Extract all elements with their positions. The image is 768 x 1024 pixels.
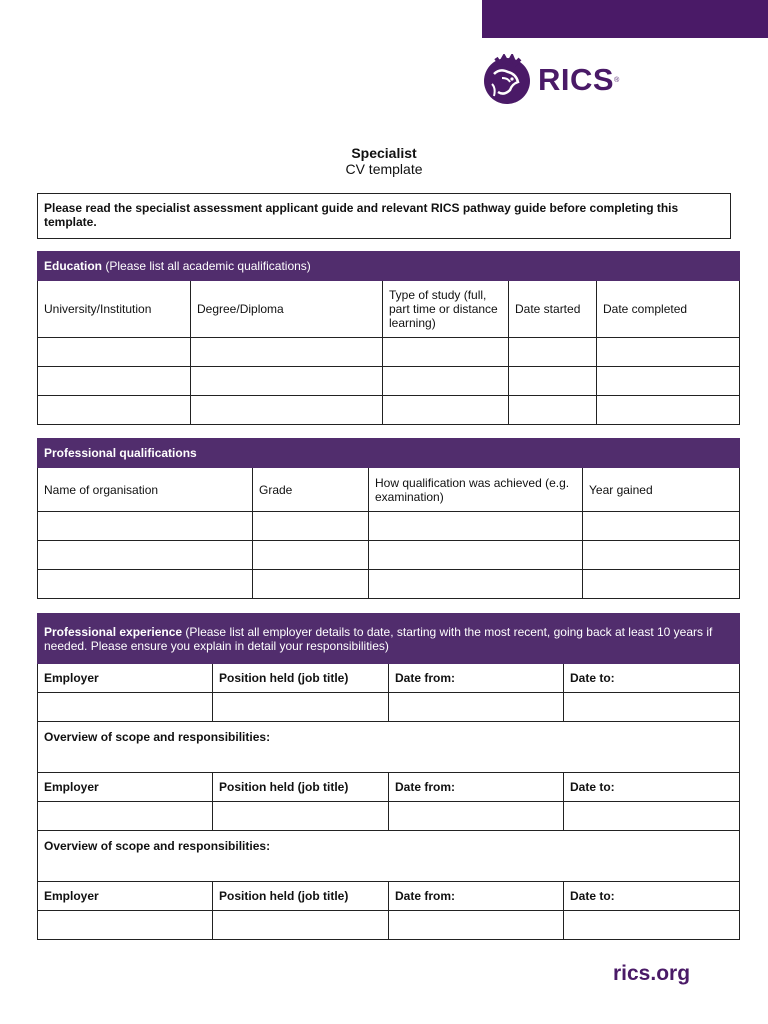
col-header: Position held (job title) [213,773,389,802]
input-cell[interactable] [38,338,191,367]
col-header: Type of study (full, part time or distance learning) [383,281,509,338]
table-row [38,367,740,396]
col-header: Date from: [389,664,564,693]
col-header: Date to: [564,664,740,693]
col-header: Position held (job title) [213,882,389,911]
input-cell[interactable] [564,911,740,940]
document-title [0,145,768,177]
input-cell[interactable] [253,541,369,570]
col-header: Employer [38,664,213,693]
lion-icon [482,54,532,106]
notice-box: Please read the specialist assessment applicant guide and relevant RICS pathway guide before completing this template. [37,193,731,239]
input-cell[interactable] [38,693,213,722]
col-header: How qualification was achieved (e.g. examination) [369,468,583,512]
professional-experience-table [37,613,740,940]
input-cell[interactable] [253,512,369,541]
input-cell[interactable] [389,802,564,831]
col-header: University/Institution [38,281,191,338]
input-cell[interactable] [383,396,509,425]
input-cell[interactable] [564,693,740,722]
table-row [38,541,740,570]
logo-text: RICS [538,62,615,97]
professional-qualifications-table [37,438,740,599]
col-header: Date to: [564,882,740,911]
input-cell[interactable] [38,396,191,425]
input-cell[interactable] [597,367,740,396]
table-row [38,911,740,940]
input-cell[interactable] [509,338,597,367]
col-header: Employer [38,773,213,802]
title-main: Specialist [351,145,417,161]
input-cell[interactable] [597,338,740,367]
input-cell[interactable] [383,338,509,367]
rics-logo: RICS ® [482,54,619,106]
professional-qualifications-header: Professional qualifications [38,439,740,468]
input-cell[interactable] [38,541,253,570]
table-row [38,802,740,831]
overview-field[interactable]: Overview of scope and responsibilities: [38,831,740,882]
input-cell[interactable] [191,338,383,367]
input-cell[interactable] [597,396,740,425]
table-row [38,693,740,722]
professional-experience-header: Professional experience (Please list all employer details to date, starting with the most recent, going back at least 10 years if needed. Please ensure you explain in detail your responsibilities) [38,614,740,664]
input-cell[interactable] [369,570,583,599]
table-row [38,512,740,541]
col-header: Date started [509,281,597,338]
input-cell[interactable] [509,396,597,425]
input-cell[interactable] [383,367,509,396]
input-cell[interactable] [389,911,564,940]
input-cell[interactable] [38,570,253,599]
col-header: Position held (job title) [213,664,389,693]
input-cell[interactable] [213,802,389,831]
input-cell[interactable] [253,570,369,599]
table-row [38,570,740,599]
col-header: Date from: [389,773,564,802]
col-header: Year gained [583,468,740,512]
education-table [37,251,740,425]
col-header: Employer [38,882,213,911]
input-cell[interactable] [213,693,389,722]
input-cell[interactable] [369,512,583,541]
input-cell[interactable] [583,512,740,541]
education-header: Education (Please list all academic qualifications) [38,252,740,281]
title-sub: CV template [345,161,423,177]
input-cell[interactable] [564,802,740,831]
input-cell[interactable] [369,541,583,570]
input-cell[interactable] [509,367,597,396]
input-cell[interactable] [38,802,213,831]
col-header: Date from: [389,882,564,911]
col-header: Degree/Diploma [191,281,383,338]
overview-field[interactable]: Overview of scope and responsibilities: [38,722,740,773]
input-cell[interactable] [38,512,253,541]
col-header: Date to: [564,773,740,802]
table-row [38,338,740,367]
input-cell[interactable] [583,541,740,570]
footer-url: rics.org [613,962,691,985]
table-row [38,396,740,425]
col-header: Name of organisation [38,468,253,512]
input-cell[interactable] [389,693,564,722]
input-cell[interactable] [191,367,383,396]
col-header: Date completed [597,281,740,338]
col-header: Grade [253,468,369,512]
input-cell[interactable] [583,570,740,599]
top-banner [482,0,768,38]
input-cell[interactable] [38,367,191,396]
input-cell[interactable] [191,396,383,425]
input-cell[interactable] [213,911,389,940]
input-cell[interactable] [38,911,213,940]
